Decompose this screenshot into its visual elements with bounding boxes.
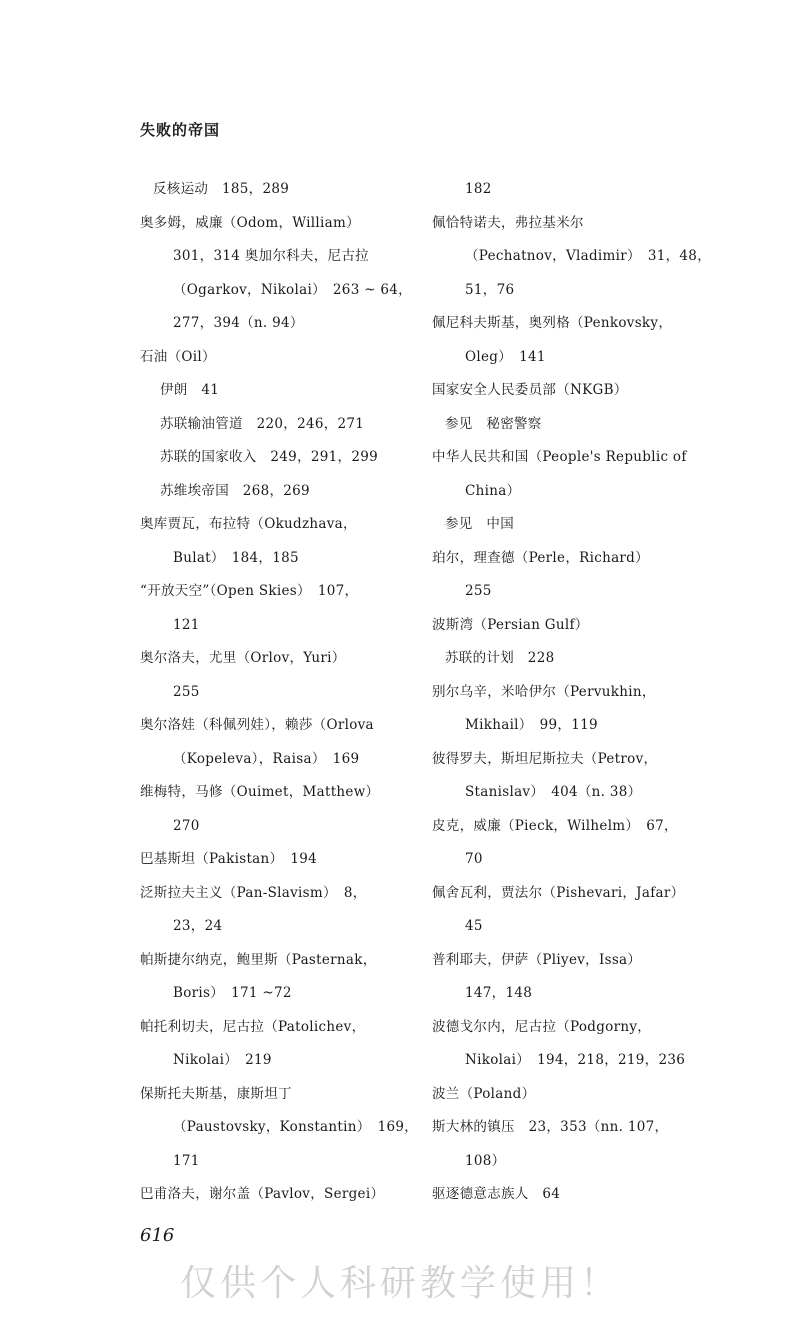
index-line: 伊朗 41 [160, 382, 220, 398]
index-line: （Ogarkov，Nikolai） 263 ~ 64， [173, 281, 412, 298]
index-line: 70 [465, 851, 483, 867]
index-column-right [432, 178, 711, 1217]
index-line: 泛斯拉夫主义（Pan-Slavism） 8， [140, 884, 367, 901]
index-line: Boris） 171 ~72 [173, 985, 292, 1001]
index-line: 45 [465, 918, 483, 934]
index-line: （Pechatnov，Vladimir） 31，48， [465, 248, 711, 264]
index-line: 国家安全人民委员部（NKGB） [432, 382, 628, 398]
index-line: （Paustovsky，Konstantin） 169， [173, 1119, 419, 1135]
index-line: China） [465, 482, 521, 499]
index-line: 佩恰特诺夫，弗拉基米尔 [432, 214, 584, 231]
index-line: 奥库贾瓦，布拉特（Okudzhava， [140, 516, 357, 532]
index-line: Nikolai） 219 [173, 1052, 272, 1068]
index-line: 驱逐德意志族人 64 [432, 1186, 561, 1202]
index-line: 参见 中国 [445, 516, 514, 532]
index-line: 苏维埃帝国 268，269 [160, 482, 310, 499]
index-line: 苏联输油管道 220，246，271 [160, 415, 365, 432]
index-column-left [140, 178, 419, 1217]
index-line: 147，148 [465, 985, 533, 1001]
index-line: 彼得罗夫，斯坦尼斯拉夫（Petrov， [432, 750, 658, 767]
index-line: 108） [465, 1152, 506, 1169]
index-line: 51，76 [465, 281, 515, 298]
index-line: 255 [465, 583, 492, 599]
index-line: 270 [173, 817, 200, 834]
index-line: “开放天空”（Open Skies） 107， [140, 583, 359, 599]
index-line: Bulat） 184，185 [173, 549, 299, 566]
index-line: 277，394（n. 94） [173, 315, 304, 331]
index-line: 奥尔洛夫，尤里（Orlov，Yuri） [140, 650, 346, 666]
watermark-text: 仅供个人科研教学使用！ [179, 1263, 620, 1304]
index-line: 斯大林的镇压 23，353（nn. 107， [432, 1119, 669, 1135]
index-line: 奥多姆，威廉（Odom，William） [140, 214, 360, 231]
index-line: 255 [173, 683, 200, 700]
index-line: Nikolai） 194，218，219，236 [465, 1052, 686, 1068]
index-line: 石油（Oil） [140, 348, 216, 365]
index-line: 301，314 奥加尔科夫，尼古拉 [173, 248, 369, 264]
index-line: 皮克，威廉（Pieck，Wilhelm） 67， [432, 817, 678, 834]
index-line: 帕托利切夫，尼古拉（Patolichev， [140, 1018, 366, 1035]
page-number: 616 [140, 1225, 175, 1246]
index-line: 保斯托夫斯基，康斯坦丁 [140, 1085, 292, 1102]
index-line: Stanislav） 404（n. 38） [465, 784, 642, 800]
index-line: 中华人民共和国（People's Republic of [432, 449, 687, 465]
index-line: 波兰（Poland） [432, 1085, 536, 1102]
index-line: 维梅特，马修（Ouimet，Matthew） [140, 784, 380, 800]
running-header: 失败的帝国 [140, 121, 221, 139]
index-line: 巴基斯坦（Pakistan） 194 [140, 851, 318, 867]
index-line: Oleg） 141 [465, 348, 546, 365]
index-line: 波斯湾（Persian Gulf） [432, 616, 589, 633]
index-line: 121 [173, 616, 200, 633]
index-line: 参见 秘密警察 [445, 415, 542, 432]
index-line: 波德戈尔内，尼古拉（Podgorny， [432, 1018, 652, 1035]
index-line: 182 [465, 181, 492, 197]
index-line: （Kopeleva），Raisa） 169 [173, 750, 360, 767]
index-line: Mikhail） 99，119 [465, 717, 598, 733]
index-line: 珀尔，理查德（Perle，Richard） [432, 549, 649, 566]
index-line: 171 [173, 1152, 200, 1169]
index-line: 佩尼科夫斯基，奥列格（Penkovsky， [432, 315, 673, 331]
index-line: 别尔乌辛，米哈伊尔（Pervukhin， [432, 683, 656, 700]
index-line: 23，24 [173, 918, 223, 934]
index-line: 反核运动 185，289 [153, 181, 290, 197]
index-line: 苏联的国家收入 249，291，299 [160, 449, 379, 465]
index-line: 帕斯捷尔纳克，鲍里斯（Pasternak， [140, 951, 377, 968]
index-line: 佩舍瓦利，贾法尔（Pishevari，Jafar） [432, 884, 685, 901]
index-line: 苏联的计划 228 [445, 650, 555, 666]
index-line: 普利耶夫，伊萨（Pliyev，Issa） [432, 951, 642, 968]
index-line: 巴甫洛夫，谢尔盖（Pavlov，Sergei） [140, 1186, 385, 1202]
index-line: 奥尔洛娃（科佩列娃），赖莎（Orlova [140, 717, 374, 733]
